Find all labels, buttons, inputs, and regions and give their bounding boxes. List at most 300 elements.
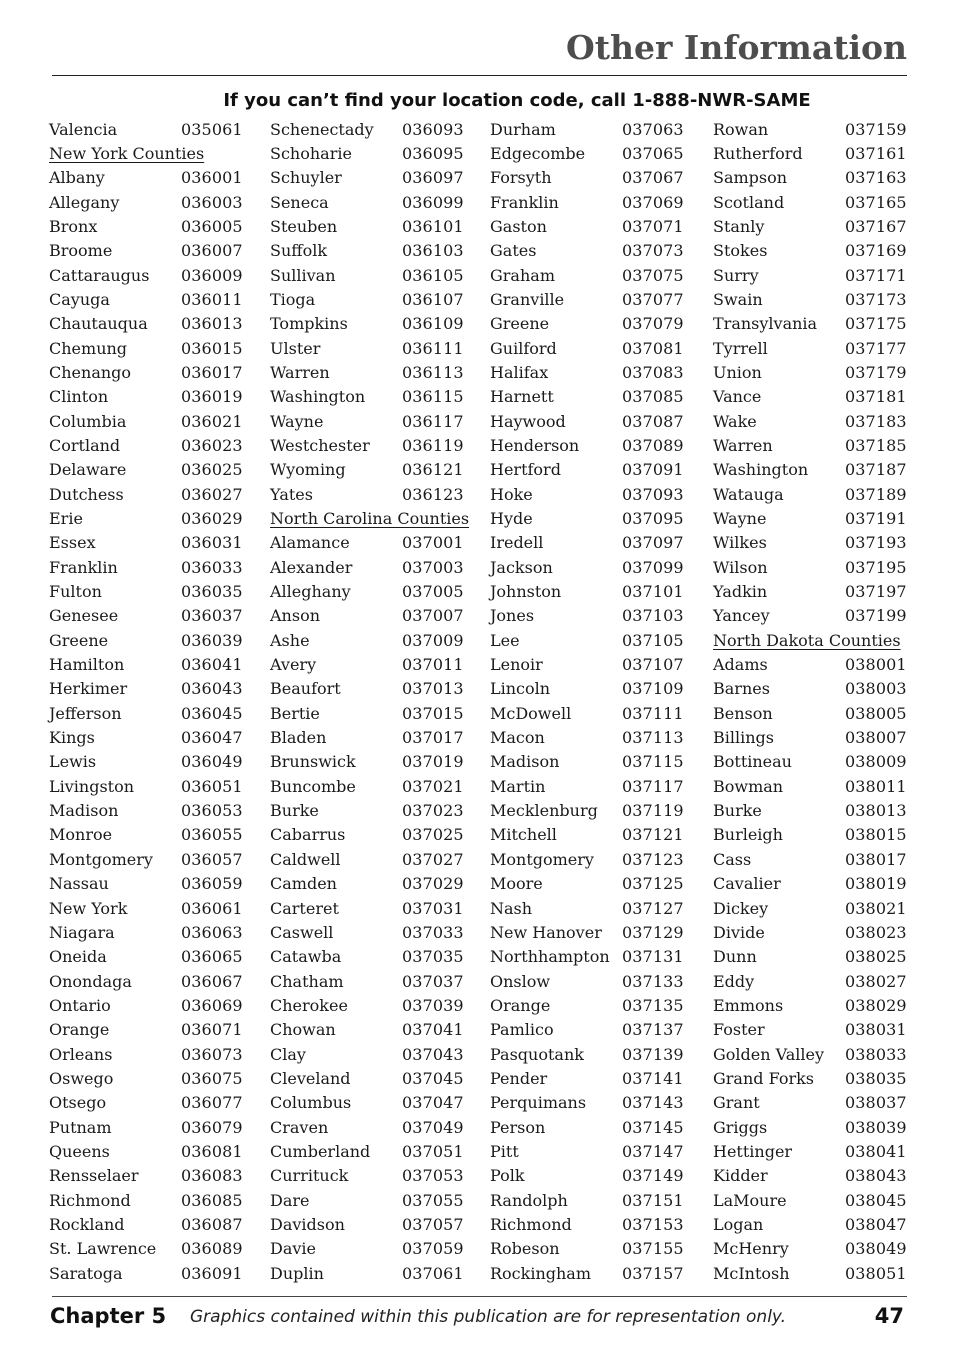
county-name: Caldwell	[270, 849, 341, 869]
county-name: Herkimer	[49, 679, 128, 699]
location-code: 038043	[845, 1166, 907, 1186]
county-name: Perquimans	[490, 1093, 587, 1113]
location-code: 037195	[845, 557, 907, 577]
location-code: 037111	[622, 703, 684, 723]
county-name: Burleigh	[713, 825, 783, 845]
county-name: Hoke	[490, 484, 533, 504]
county-name: Jefferson	[49, 703, 122, 723]
county-row	[270, 118, 470, 142]
county-name: Allegany	[49, 192, 120, 212]
county-row	[490, 458, 690, 482]
county-row	[270, 1091, 470, 1115]
county-row	[490, 1189, 690, 1213]
county-name: Barnes	[713, 679, 770, 699]
county-row	[270, 142, 470, 166]
location-code: 038001	[845, 655, 907, 675]
county-row	[49, 410, 249, 434]
county-name: Dickey	[713, 898, 769, 918]
county-name: Oswego	[49, 1068, 114, 1088]
county-row	[49, 166, 249, 190]
county-row	[49, 921, 249, 945]
location-code: 036051	[181, 776, 243, 796]
location-code: 037043	[402, 1044, 464, 1064]
location-code: 038045	[845, 1190, 907, 1210]
location-code: 037173	[845, 289, 907, 309]
location-code: 037181	[845, 387, 907, 407]
location-code: 037045	[402, 1068, 464, 1088]
county-row	[49, 1140, 249, 1164]
location-code: 036085	[181, 1190, 243, 1210]
county-row	[713, 1213, 913, 1237]
location-code: 037089	[622, 435, 684, 455]
county-name: Mecklenburg	[490, 801, 598, 821]
location-code: 037197	[845, 582, 907, 602]
county-row	[49, 215, 249, 239]
county-row	[490, 118, 690, 142]
county-name: Cortland	[49, 435, 121, 455]
location-code: 037109	[622, 679, 684, 699]
county-name: Dutchess	[49, 484, 124, 504]
county-row	[490, 1237, 690, 1261]
county-row	[490, 1043, 690, 1067]
county-row	[490, 1091, 690, 1115]
county-name: Johnston	[490, 582, 562, 602]
county-row	[490, 1018, 690, 1042]
county-name: Orleans	[49, 1044, 113, 1064]
county-name: Erie	[49, 509, 83, 528]
county-name: Forsyth	[490, 168, 552, 188]
location-code-notice-text: If you can’t find your location code, call 1-888-NWR-SAME	[223, 90, 811, 111]
location-code: 036043	[181, 679, 243, 699]
county-row	[270, 1018, 470, 1042]
county-name: Buncombe	[270, 776, 356, 796]
state-section-header	[270, 507, 470, 531]
location-code: 036097	[402, 168, 464, 188]
county-row	[270, 556, 470, 580]
location-code: 037199	[845, 606, 907, 626]
county-name: Orange	[49, 1020, 110, 1040]
location-code: 036035	[181, 582, 243, 602]
location-code: 037115	[622, 752, 684, 772]
county-name: Mitchell	[490, 825, 557, 845]
location-code: 036073	[181, 1044, 243, 1064]
location-code: 037155	[622, 1239, 684, 1259]
county-name: Jones	[490, 606, 535, 626]
location-code: 036057	[181, 849, 243, 869]
county-name: Sampson	[713, 168, 788, 188]
county-name: St. Lawrence	[49, 1239, 157, 1259]
county-row	[490, 872, 690, 896]
county-row	[49, 1091, 249, 1115]
county-name: Pamlico	[490, 1020, 554, 1040]
location-code: 038023	[845, 922, 907, 942]
county-name: Moore	[490, 874, 543, 894]
county-name: Henderson	[490, 435, 580, 455]
county-name: Lenoir	[490, 655, 543, 675]
county-name: Madison	[49, 801, 119, 821]
county-row	[49, 264, 249, 288]
county-name: Rowan	[713, 119, 769, 139]
location-code: 038007	[845, 728, 907, 748]
county-name: Richmond	[490, 1214, 572, 1234]
county-name: Granville	[490, 289, 565, 309]
county-row	[713, 848, 913, 872]
location-code: 037133	[622, 971, 684, 991]
county-row	[713, 750, 913, 774]
state-heading: New York Counties	[49, 143, 205, 163]
location-code: 036019	[181, 387, 243, 407]
county-row	[270, 629, 470, 653]
county-name: Alexander	[270, 557, 353, 577]
location-code: 037073	[622, 241, 684, 261]
location-code: 037027	[402, 849, 464, 869]
location-code: 037055	[402, 1190, 464, 1210]
county-name: Queens	[49, 1141, 110, 1161]
county-name: Surry	[713, 265, 759, 285]
location-code-notice	[0, 90, 954, 111]
county-name: Bowman	[713, 776, 784, 796]
location-code: 037061	[402, 1263, 464, 1283]
location-code: 036107	[402, 289, 464, 309]
location-code: 037171	[845, 265, 907, 285]
county-row	[713, 1189, 913, 1213]
county-name: Kidder	[713, 1166, 768, 1186]
county-name: Wilkes	[713, 533, 767, 553]
location-code: 037183	[845, 411, 907, 431]
county-name: Ulster	[270, 338, 321, 358]
county-row	[270, 970, 470, 994]
county-row	[490, 750, 690, 774]
location-code: 037141	[622, 1068, 684, 1088]
county-row	[713, 1140, 913, 1164]
county-row	[490, 361, 690, 385]
county-name: Logan	[713, 1214, 764, 1234]
county-row	[49, 337, 249, 361]
county-name: Union	[713, 362, 762, 382]
state-heading: North Carolina Counties	[270, 509, 470, 528]
location-code: 036055	[181, 825, 243, 845]
county-name: Robeson	[490, 1239, 560, 1259]
county-row	[713, 604, 913, 628]
county-name: McDowell	[490, 703, 572, 723]
county-row	[490, 556, 690, 580]
county-row	[270, 1116, 470, 1140]
location-code: 036015	[181, 338, 243, 358]
county-row	[713, 458, 913, 482]
location-code: 037139	[622, 1044, 684, 1064]
county-name: Hamilton	[49, 655, 125, 675]
location-code: 037049	[402, 1117, 464, 1137]
location-code: 037123	[622, 849, 684, 869]
county-row	[490, 848, 690, 872]
county-name: Washington	[713, 460, 809, 480]
county-name: Wyoming	[270, 460, 346, 480]
county-name: Caswell	[270, 922, 334, 942]
location-code: 036031	[181, 533, 243, 553]
location-code: 037003	[402, 557, 464, 577]
county-name: Richmond	[49, 1190, 131, 1210]
county-name: Grant	[713, 1093, 760, 1113]
county-row	[270, 872, 470, 896]
county-row	[490, 385, 690, 409]
location-code: 037191	[845, 509, 907, 528]
location-code: 036083	[181, 1166, 243, 1186]
county-row	[49, 823, 249, 847]
location-code: 037075	[622, 265, 684, 285]
county-row	[49, 799, 249, 823]
county-row	[490, 1262, 690, 1286]
location-code: 037051	[402, 1141, 464, 1161]
county-row	[49, 483, 249, 507]
county-row	[713, 897, 913, 921]
location-code: 036025	[181, 460, 243, 480]
county-name: Pitt	[490, 1141, 519, 1161]
location-code: 037077	[622, 289, 684, 309]
location-code: 037047	[402, 1093, 464, 1113]
location-code: 036103	[402, 241, 464, 261]
county-name: Hettinger	[713, 1141, 793, 1161]
county-row	[713, 726, 913, 750]
location-code: 036081	[181, 1141, 243, 1161]
county-name: Wayne	[713, 509, 767, 528]
county-name: Halifax	[490, 362, 549, 382]
county-name: Lee	[490, 630, 520, 650]
location-code: 036115	[402, 387, 464, 407]
county-name: Bottineau	[713, 752, 792, 772]
county-name: Franklin	[490, 192, 559, 212]
county-name: Iredell	[490, 533, 544, 553]
county-name: Delaware	[49, 460, 127, 480]
county-name: Martin	[490, 776, 546, 796]
location-code: 037187	[845, 460, 907, 480]
county-row	[713, 1091, 913, 1115]
location-code: 037137	[622, 1020, 684, 1040]
county-row	[490, 629, 690, 653]
county-name: Greene	[490, 314, 550, 334]
county-row	[270, 288, 470, 312]
location-code: 037149	[622, 1166, 684, 1186]
county-row	[270, 215, 470, 239]
county-row	[490, 434, 690, 458]
county-row	[713, 385, 913, 409]
county-row	[270, 823, 470, 847]
county-name: Putnam	[49, 1117, 112, 1137]
county-name: Chenango	[49, 362, 132, 382]
county-name: Tioga	[270, 289, 316, 309]
location-code: 036061	[181, 898, 243, 918]
location-code: 037179	[845, 362, 907, 382]
county-name: Greene	[49, 630, 109, 650]
county-column-2	[270, 118, 470, 1287]
location-code: 037121	[622, 825, 684, 845]
county-name: Tompkins	[270, 314, 348, 334]
location-code: 037071	[622, 216, 684, 236]
location-code: 037029	[402, 874, 464, 894]
location-code: 036105	[402, 265, 464, 285]
location-code: 037107	[622, 655, 684, 675]
location-code: 036029	[181, 509, 243, 528]
location-code: 036065	[181, 947, 243, 967]
county-row	[713, 118, 913, 142]
county-row	[713, 531, 913, 555]
county-row	[49, 1043, 249, 1067]
county-row	[49, 191, 249, 215]
county-row	[713, 1043, 913, 1067]
county-row	[49, 848, 249, 872]
location-code: 037063	[622, 119, 684, 139]
location-code: 038051	[845, 1263, 907, 1283]
location-code: 036069	[181, 995, 243, 1015]
county-name: Macon	[490, 728, 545, 748]
location-code: 037129	[622, 922, 684, 942]
county-row	[713, 166, 913, 190]
location-code: 036079	[181, 1117, 243, 1137]
location-code: 036033	[181, 557, 243, 577]
county-name: Burke	[713, 801, 762, 821]
location-code: 036021	[181, 411, 243, 431]
county-row	[490, 604, 690, 628]
location-code: 037053	[402, 1166, 464, 1186]
location-code: 037009	[402, 630, 464, 650]
county-row	[490, 921, 690, 945]
county-name: Genesee	[49, 606, 119, 626]
county-row	[49, 458, 249, 482]
county-name: Eddy	[713, 971, 755, 991]
location-code: 037041	[402, 1020, 464, 1040]
county-name: Haywood	[490, 411, 566, 431]
county-name: Anson	[270, 606, 321, 626]
county-name: Yates	[270, 484, 313, 504]
location-code: 036047	[181, 728, 243, 748]
county-name: Essex	[49, 533, 96, 553]
state-heading: North Dakota Counties	[713, 630, 901, 650]
county-name: Yadkin	[713, 582, 768, 602]
location-code: 036011	[181, 289, 243, 309]
county-name: Duplin	[270, 1263, 324, 1283]
county-row	[490, 142, 690, 166]
location-code: 037113	[622, 728, 684, 748]
county-name: Pender	[490, 1068, 548, 1088]
location-code: 037185	[845, 435, 907, 455]
county-row	[713, 288, 913, 312]
county-row	[270, 361, 470, 385]
county-row	[270, 945, 470, 969]
location-code: 037167	[845, 216, 907, 236]
county-row	[49, 531, 249, 555]
county-row	[490, 677, 690, 701]
location-code: 038015	[845, 825, 907, 845]
county-name: Monroe	[49, 825, 113, 845]
location-code: 037031	[402, 898, 464, 918]
county-name: Tyrrell	[713, 338, 768, 358]
county-name: Rockingham	[490, 1263, 592, 1283]
location-code: 036017	[181, 362, 243, 382]
county-name: Stokes	[713, 241, 768, 261]
location-code: 038039	[845, 1117, 907, 1137]
county-row	[490, 775, 690, 799]
county-row	[270, 1262, 470, 1286]
location-code: 037163	[845, 168, 907, 188]
location-code: 037193	[845, 533, 907, 553]
county-row	[490, 702, 690, 726]
county-row	[270, 483, 470, 507]
location-code: 037131	[622, 947, 684, 967]
county-row	[490, 994, 690, 1018]
county-column-1	[49, 118, 249, 1287]
page-title: Other Information	[566, 28, 907, 67]
county-row	[713, 921, 913, 945]
county-name: Lewis	[49, 752, 97, 772]
county-name: Davie	[270, 1239, 316, 1259]
county-name: Schoharie	[270, 143, 352, 163]
location-code: 036053	[181, 801, 243, 821]
county-row	[713, 337, 913, 361]
county-row	[490, 1116, 690, 1140]
location-code: 037023	[402, 801, 464, 821]
county-row	[49, 629, 249, 653]
county-name: Valencia	[49, 119, 118, 139]
county-row	[490, 239, 690, 263]
county-name: Transylvania	[713, 314, 818, 334]
location-code: 037065	[622, 143, 684, 163]
county-row	[713, 945, 913, 969]
location-code: 037097	[622, 533, 684, 553]
location-code: 036113	[402, 362, 464, 382]
county-name: Rockland	[49, 1214, 125, 1234]
county-name: Warren	[270, 362, 330, 382]
county-row	[713, 1116, 913, 1140]
county-row	[713, 702, 913, 726]
county-name: Dunn	[713, 947, 757, 967]
location-code: 037093	[622, 484, 684, 504]
county-name: Wake	[713, 411, 757, 431]
location-code: 037011	[402, 655, 464, 675]
location-code: 036005	[181, 216, 243, 236]
county-row	[490, 897, 690, 921]
county-row	[49, 945, 249, 969]
county-row	[713, 312, 913, 336]
county-name: Yancey	[713, 606, 770, 626]
location-code: 036089	[181, 1239, 243, 1259]
county-name: New York	[49, 898, 128, 918]
location-code: 036109	[402, 314, 464, 334]
county-row	[49, 434, 249, 458]
county-row	[49, 580, 249, 604]
county-name: Columbus	[270, 1093, 352, 1113]
location-code: 037087	[622, 411, 684, 431]
location-code: 037103	[622, 606, 684, 626]
location-code: 036121	[402, 460, 464, 480]
location-code: 037015	[402, 703, 464, 723]
county-name: Dare	[270, 1190, 310, 1210]
county-name: Cayuga	[49, 289, 110, 309]
county-name: Swain	[713, 289, 763, 309]
county-name: Catawba	[270, 947, 342, 967]
county-row	[270, 312, 470, 336]
county-row	[49, 750, 249, 774]
county-row	[713, 1018, 913, 1042]
county-row	[270, 1140, 470, 1164]
location-code: 037085	[622, 387, 684, 407]
county-name: Clay	[270, 1044, 306, 1064]
county-row	[270, 337, 470, 361]
county-name: Columbia	[49, 411, 127, 431]
county-row	[490, 580, 690, 604]
county-name: Clinton	[49, 387, 109, 407]
location-code: 036101	[402, 216, 464, 236]
location-code: 038025	[845, 947, 907, 967]
location-code: 037119	[622, 801, 684, 821]
